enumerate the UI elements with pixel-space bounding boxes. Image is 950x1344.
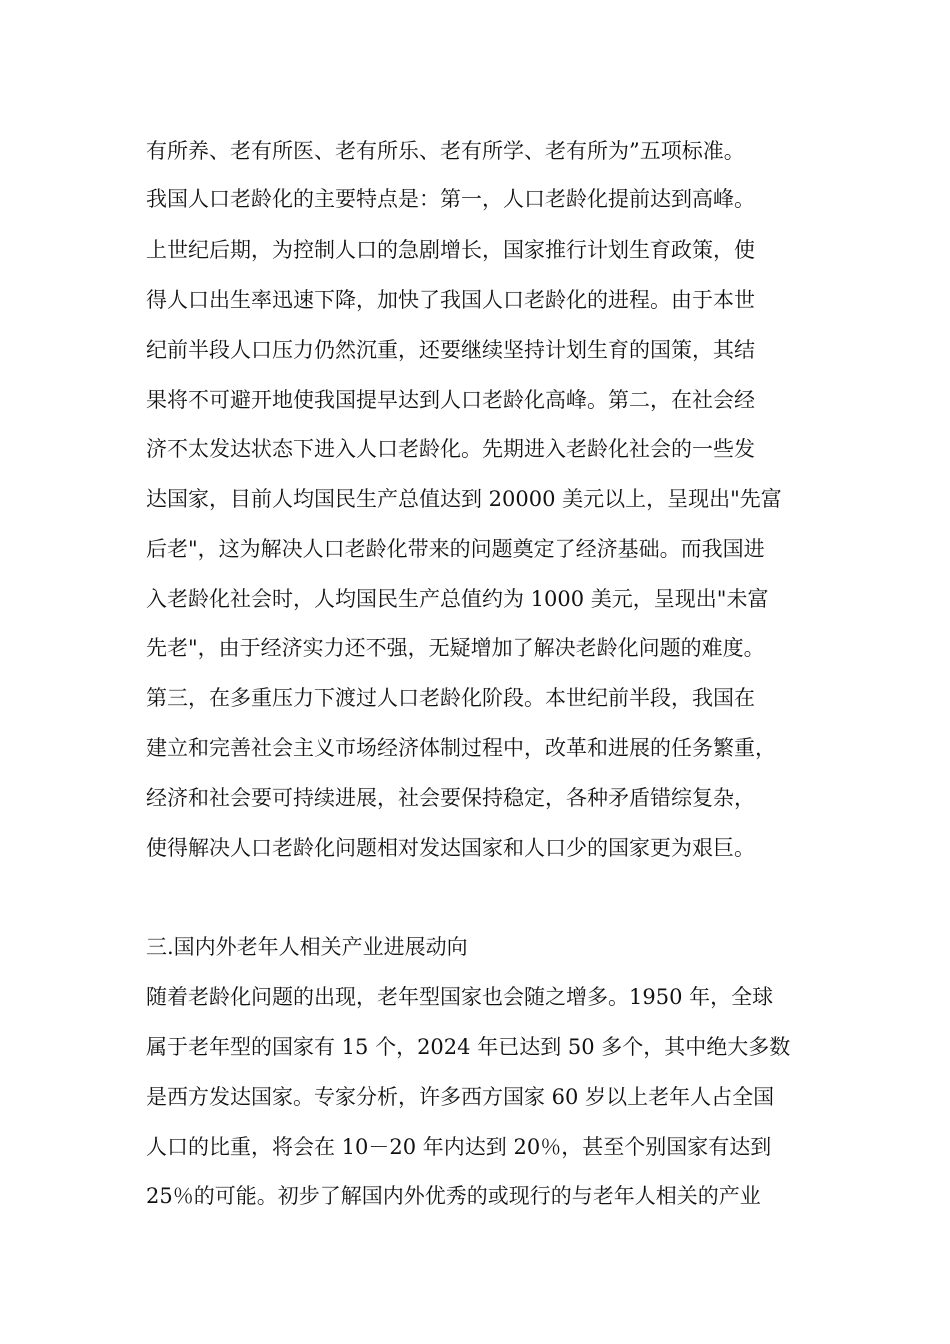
text-line: 使得解决人口老龄化问题相对发达国家和人口少的国家更为艰巨。: [146, 836, 755, 860]
text-line: 我国人口老龄化的主要特点是：第一，人口老龄化提前达到高峰。: [146, 187, 755, 211]
text-line: 济不太发达状态下进入人口老龄化。先期进入老龄化社会的一些发: [146, 437, 755, 461]
text-line: 随着老龄化问题的出现，老年型国家也会随之增多。1950 年，全球: [146, 985, 774, 1009]
text-line: 人口的比重，将会在 10－20 年内达到 20％，甚至个别国家有达到: [146, 1135, 772, 1159]
section-heading: 三.国内外老年人相关产业进展动向: [146, 935, 468, 959]
text-line: 入老龄化社会时，人均国民生产总值约为 1000 美元，呈现出"未富: [146, 587, 769, 611]
text-line: 达国家，目前人均国民生产总值达到 20000 美元以上，呈现出"先富: [146, 487, 782, 511]
text-line: 属于老年型的国家有 15 个，2024 年已达到 50 多个，其中绝大多数: [146, 1035, 791, 1059]
text-line: 有所养、老有所医、老有所乐、老有所学、老有所为”五项标准。: [146, 139, 745, 163]
text-line: 是西方发达国家。专家分析，许多西方国家 60 岁以上老年人占全国: [146, 1085, 775, 1109]
text-line: 第三，在多重压力下渡过人口老龄化阶段。本世纪前半段，我国在: [146, 686, 755, 710]
text-line: 25％的可能。初步了解国内外优秀的或现行的与老年人相关的产业: [146, 1184, 761, 1208]
text-line: 纪前半段人口压力仍然沉重，还要继续坚持计划生育的国策，其结: [146, 338, 755, 362]
text-line: 经济和社会要可持续进展，社会要保持稳定，各种矛盾错综复杂，: [146, 786, 755, 810]
text-line: 建立和完善社会主义市场经济体制过程中，改革和进展的任务繁重，: [146, 736, 776, 760]
text-line: 上世纪后期，为控制人口的急剧增长，国家推行计划生育政策，使: [146, 238, 755, 262]
text-line: 果将不可避开地使我国提早达到人口老龄化高峰。第二，在社会经: [146, 388, 755, 412]
text-line: 后老"，这为解决人口老龄化带来的问题奠定了经济基础。而我国进: [146, 537, 765, 561]
text-line: 得人口出生率迅速下降，加快了我国人口老龄化的进程。由于本世: [146, 288, 755, 312]
text-line: 先老"，由于经济实力还不强，无疑增加了解决老龄化问题的难度。: [146, 636, 765, 660]
